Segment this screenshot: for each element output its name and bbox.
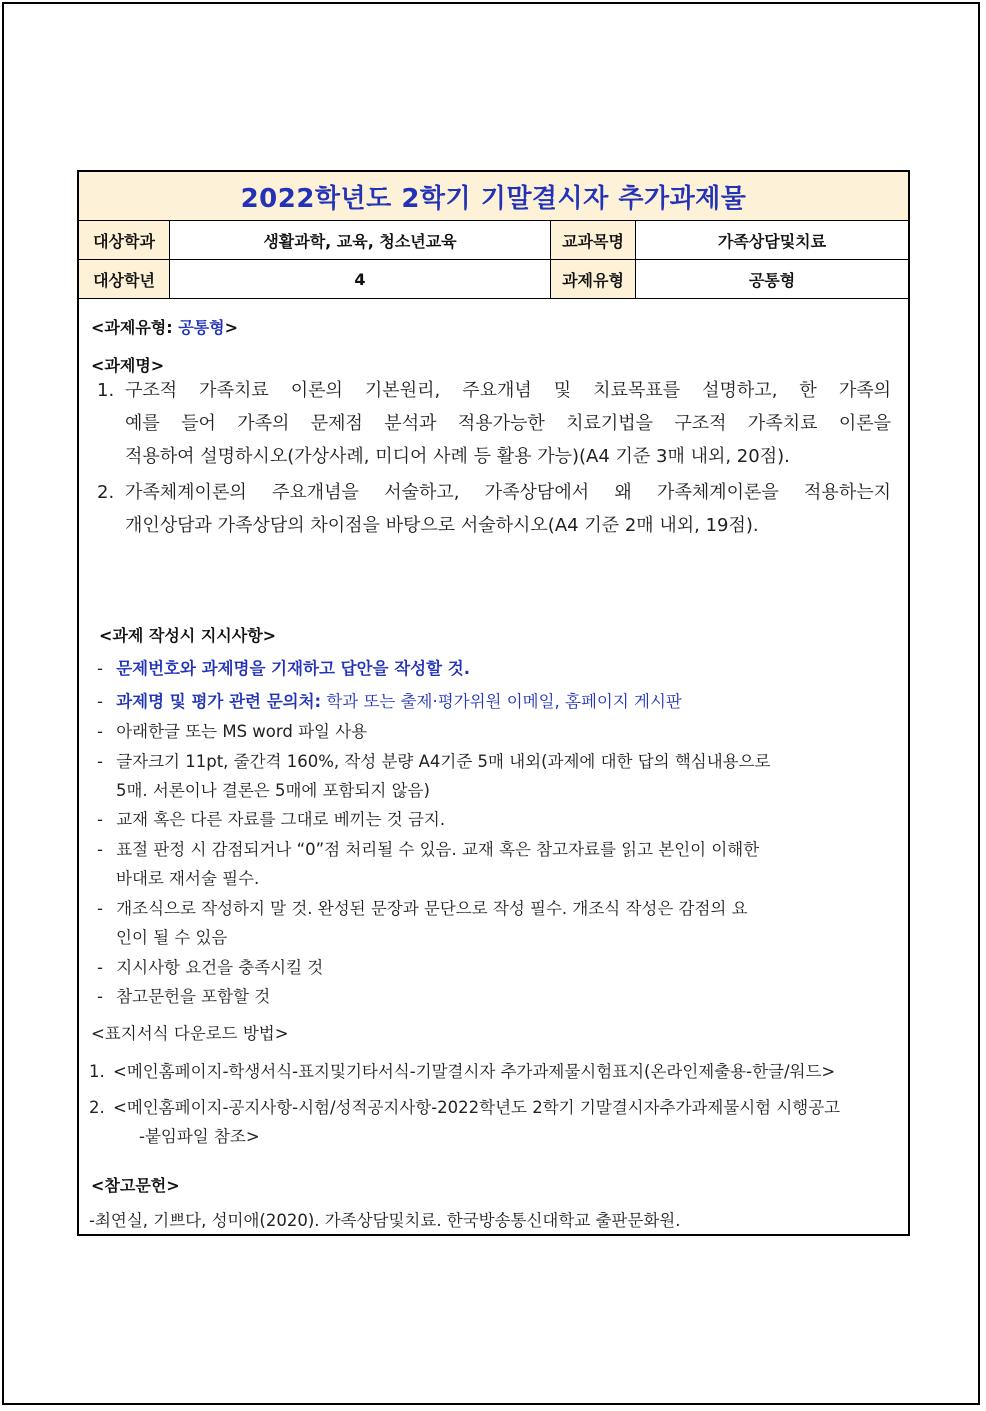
download-1-link[interactable]: <메인홈페이지-학생서식-표지및기타서식-기말결시자 추가과제물시험표지(온라인제출용-한글/워드>	[113, 1062, 836, 1081]
instruction-3	[97, 717, 367, 746]
instruction-7-text-a: 개조식으로 작성하지 말 것. 완성된 문장과 문단으로 작성 필수. 개조식 작성은 감점의 요	[116, 899, 748, 918]
info-row-2	[79, 260, 908, 299]
download-2-number: 2.	[89, 1098, 105, 1117]
bullet-dash: -	[97, 722, 103, 741]
instruction-8-text: 지시사항 요건을 충족시킬 것	[116, 958, 324, 977]
instruction-5	[97, 805, 445, 834]
task-1-line-3: 적용하여 설명하시오(가상사례, 미디어 사례 등 활용 가능)(A4 기준 3매 내외, 20점).	[125, 446, 790, 467]
bullet-dash: -	[97, 810, 103, 829]
type-label: 과제유형	[551, 260, 636, 298]
instruction-3-text: 아래한글 또는 MS word 파일 사용	[116, 722, 368, 741]
task-type-line	[91, 315, 238, 338]
references-header: <참고문헌>	[91, 1176, 180, 1195]
instruction-2	[97, 687, 682, 716]
instruction-4-text-b: 5매. 서론이나 결론은 5매에 포함되지 않음)	[116, 781, 430, 800]
instruction-9	[97, 982, 270, 1011]
course-label: 교과목명	[551, 221, 636, 259]
bullet-dash: -	[97, 958, 103, 977]
task-name-header: <과제명>	[91, 356, 165, 375]
instruction-4-text-a: 글자크기 11pt, 줄간격 160%, 작성 분량 A4기준 5매 내외(과제에 대한 답의 핵심내용으로	[116, 752, 771, 771]
instruction-6-text-b: 바대로 재서술 필수.	[116, 869, 260, 888]
task-1-line-2: 예를 들어 가족의 문제점 분석과 적용가능한 치료기법을 구조적 가족치료 이론을	[125, 413, 891, 434]
instruction-1-text: 문제번호와 과제명을 기재하고 답안을 작성할 것.	[116, 659, 470, 678]
instructions-header: <과제 작성시 지시사항>	[99, 626, 277, 645]
instruction-2-rest: 학과 또는 출제·평가위원 이메일, 홈페이지 게시판	[321, 692, 682, 711]
bullet-dash: -	[97, 659, 103, 678]
task-type-suffix: >	[224, 318, 238, 337]
download-1-number: 1.	[89, 1062, 105, 1081]
course-value: 가족상담및치료	[717, 231, 827, 251]
assignment-document	[77, 170, 910, 1236]
instruction-8	[97, 953, 323, 982]
reference-entry: -최연실, 기쁘다, 성미애(2020). 가족상담및치료. 한국방송통신대학교 출판문화원.	[89, 1211, 681, 1230]
instruction-2-bold: 과제명 및 평가 관련 문의처:	[116, 692, 322, 711]
task-2-line-1: 가족체계이론의 주요개념을 서술하고, 가족상담에서 왜 가족체계이론을 적용하는지	[125, 482, 891, 503]
bullet-dash: -	[97, 987, 103, 1006]
dept-label: 대상학과	[79, 221, 170, 259]
instruction-6	[97, 835, 759, 864]
instruction-6-text-a: 표절 판정 시 감점되거나 “0”점 처리될 수 있음. 교재 혹은 참고자료를 읽고 본인이 이해한	[116, 840, 760, 859]
instruction-7	[97, 894, 748, 923]
task-2-number: 2.	[97, 482, 115, 503]
instruction-1	[97, 654, 470, 683]
download-2-link-cont[interactable]: -붙임파일 참조>	[139, 1127, 260, 1146]
type-value: 공통형	[748, 270, 796, 290]
grade-label: 대상학년	[79, 260, 170, 298]
task-type-prefix: <과제유형:	[91, 318, 179, 337]
task-1-number: 1.	[97, 380, 115, 401]
bullet-dash: -	[97, 752, 103, 771]
instruction-4	[97, 747, 770, 776]
task-1-line-1: 구조적 가족치료 이론의 기본원리, 주요개념 및 치료목표를 설명하고, 한 가족의	[125, 380, 891, 401]
bullet-dash: -	[97, 840, 103, 859]
instruction-5-text: 교재 혹은 다른 자료를 그대로 베끼는 것 금지.	[116, 810, 446, 829]
grade-value: 4	[170, 260, 551, 298]
document-title: 2022학년도 2학기 기말결시자 추가과제물	[79, 172, 908, 221]
instruction-7-text-b: 인이 될 수 있음	[116, 928, 228, 947]
download-header: <표지서식 다운로드 방법>	[91, 1024, 289, 1043]
dept-value: 생활과학, 교육, 청소년교육	[170, 221, 551, 259]
task-type-value: 공통형	[178, 318, 225, 337]
bullet-dash: -	[97, 692, 103, 711]
instruction-9-text: 참고문헌을 포함할 것	[116, 987, 271, 1006]
bullet-dash: -	[97, 899, 103, 918]
download-2-link[interactable]: <메인홈페이지-공지사항-시험/성적공지사항-2022학년도 2학기 기말결시자추가과제물시험 시행공고	[113, 1098, 841, 1117]
info-row-1	[79, 221, 908, 260]
task-2-line-2: 개인상담과 가족상담의 차이점을 바탕으로 서술하시오(A4 기준 2매 내외, 19점).	[125, 515, 759, 536]
